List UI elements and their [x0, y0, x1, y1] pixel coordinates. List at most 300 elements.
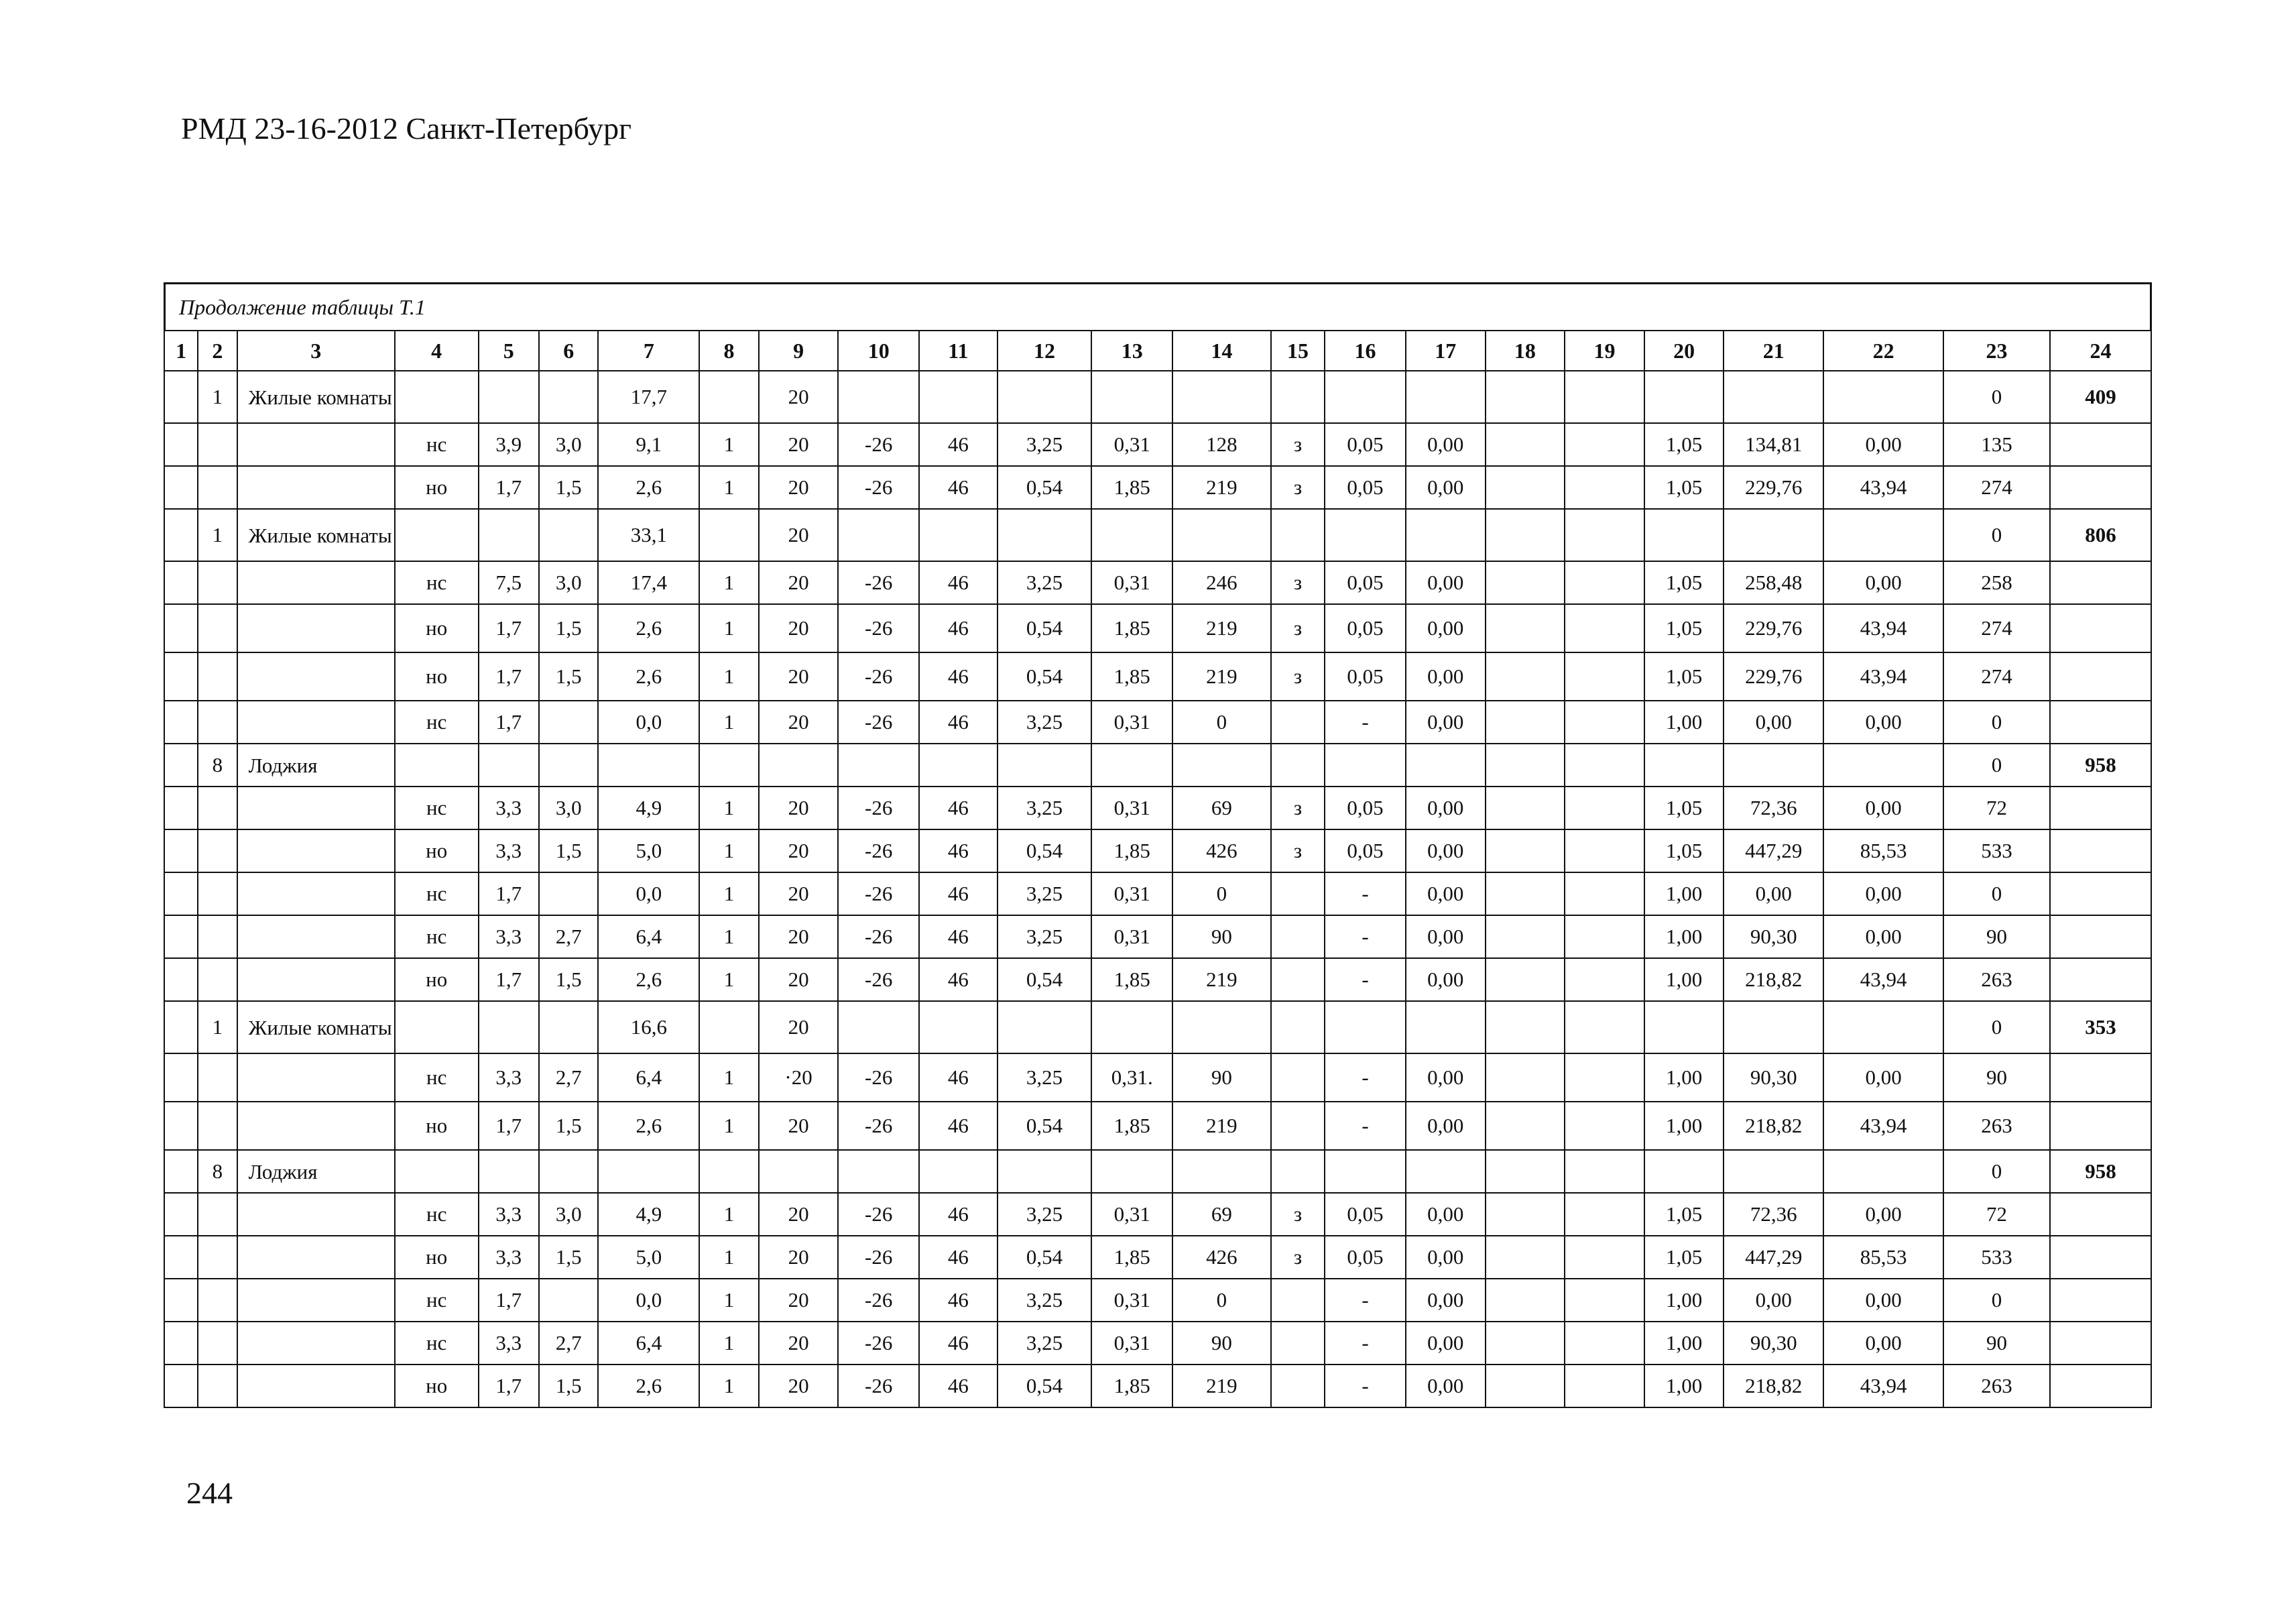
table-header-row: [164, 331, 2151, 371]
table-cell: 134,81: [1724, 423, 1823, 466]
table-cell: -26: [838, 466, 919, 509]
table-cell: 3,25: [998, 423, 1092, 466]
table-cell: [164, 652, 198, 701]
table-cell: [1486, 371, 1565, 423]
table-cell: 2,6: [598, 604, 699, 652]
table-cell: [1565, 1193, 1644, 1236]
table-cell: [759, 744, 839, 787]
table-row: [164, 829, 2151, 872]
table-cell: 1,5: [539, 466, 598, 509]
table-cell: 0,05: [1325, 466, 1406, 509]
table-cell: [539, 1279, 598, 1322]
table-cell: 1,7: [479, 872, 539, 915]
table-cell: [237, 787, 395, 829]
table-cell: 3,9: [479, 423, 539, 466]
table-cell: [1565, 466, 1644, 509]
table-cell: 0: [1172, 1279, 1271, 1322]
table-cell: 20: [759, 1322, 839, 1365]
table-cell: 1,5: [539, 604, 598, 652]
table-cell: 1: [699, 1193, 758, 1236]
table-cell: 2,6: [598, 466, 699, 509]
column-header-16: 16: [1325, 331, 1406, 371]
table-cell: 0: [1943, 701, 2050, 744]
table-cell: [598, 1150, 699, 1193]
table-cell: 258: [1943, 561, 2050, 604]
table-cell: [237, 872, 395, 915]
table-cell: 0,54: [998, 466, 1092, 509]
table-cell: [539, 701, 598, 744]
table-cell: 3,3: [479, 915, 539, 958]
table-cell: 1,05: [1644, 652, 1724, 701]
table-cell: нс: [395, 1322, 479, 1365]
table-cell: [164, 1193, 198, 1236]
table-cell: 1,05: [1644, 604, 1724, 652]
table-cell: 1: [699, 958, 758, 1001]
table-cell: -26: [838, 1102, 919, 1150]
table-cell: [198, 604, 237, 652]
table-cell: -26: [838, 1193, 919, 1236]
table-cell: 258,48: [1724, 561, 1823, 604]
table-cell: [838, 744, 919, 787]
table-cell: [2050, 1053, 2151, 1102]
table-cell: 1,7: [479, 466, 539, 509]
table-cell: 46: [919, 1053, 998, 1102]
column-header-10: 10: [838, 331, 919, 371]
table-cell: [198, 701, 237, 744]
table-cell: 0,00: [1406, 701, 1486, 744]
table-cell: 20: [759, 1001, 839, 1053]
table-cell: [539, 1150, 598, 1193]
table-cell: 4,9: [598, 1193, 699, 1236]
table-cell: [1565, 561, 1644, 604]
table-cell: 1,00: [1644, 872, 1724, 915]
table-cell: [1486, 1365, 1565, 1407]
table-cell: 3,3: [479, 1053, 539, 1102]
table-cell: 1: [699, 1102, 758, 1150]
table-cell: [1271, 872, 1325, 915]
table-cell: 2,6: [598, 1102, 699, 1150]
table-cell: 0,00: [1406, 829, 1486, 872]
table-cell: 263: [1943, 1102, 2050, 1150]
table-cell: 0,05: [1325, 1193, 1406, 1236]
table-cell: 90: [1943, 1322, 2050, 1365]
table-cell: [919, 1150, 998, 1193]
table-cell: 1,00: [1644, 1365, 1724, 1407]
table-cell: но: [395, 829, 479, 872]
table-cell: 958: [2050, 1150, 2151, 1193]
table-cell: 1,00: [1644, 1279, 1724, 1322]
table-cell: [1271, 1365, 1325, 1407]
table-cell: 0,00: [1406, 1102, 1486, 1150]
table-cell: 0,00: [1823, 1053, 1943, 1102]
table-cell: 0,0: [598, 872, 699, 915]
table-cell: 20: [759, 872, 839, 915]
table-cell: 274: [1943, 652, 2050, 701]
table-cell: 3,25: [998, 787, 1092, 829]
table-cell: 0: [1172, 701, 1271, 744]
table-cell: 20: [759, 604, 839, 652]
column-header-8: 8: [699, 331, 758, 371]
table-cell: 46: [919, 652, 998, 701]
table-cell: [395, 1150, 479, 1193]
table-cell: [539, 509, 598, 561]
table-cell: [838, 1150, 919, 1193]
table-cell: 2,7: [539, 1053, 598, 1102]
table-cell: 128: [1172, 423, 1271, 466]
table-cell: [1271, 1279, 1325, 1322]
table-cell: 1,85: [1091, 1102, 1172, 1150]
table-cell: 46: [919, 1102, 998, 1150]
table-group-row: [164, 1150, 2151, 1193]
table-cell: [164, 701, 198, 744]
table-cell: [1486, 1053, 1565, 1102]
table-row: [164, 423, 2151, 466]
table-cell: [1325, 509, 1406, 561]
table-cell: [1565, 1150, 1644, 1193]
table-cell: [998, 509, 1092, 561]
table-cell: 1: [699, 872, 758, 915]
table-cell: -26: [838, 787, 919, 829]
column-header-17: 17: [1406, 331, 1486, 371]
table-row: [164, 604, 2151, 652]
table-cell: 46: [919, 915, 998, 958]
table-cell: [1565, 872, 1644, 915]
table-cell: з: [1271, 787, 1325, 829]
table-cell: 0,05: [1325, 829, 1406, 872]
table-cell: 219: [1172, 958, 1271, 1001]
table-cell: 0: [1943, 1279, 2050, 1322]
table-cell: [198, 829, 237, 872]
table-cell: 20: [759, 1365, 839, 1407]
table-cell: [198, 561, 237, 604]
table-cell: [198, 652, 237, 701]
table-cell: [1486, 829, 1565, 872]
table-cell: [1271, 958, 1325, 1001]
table-cell: но: [395, 1365, 479, 1407]
table-cell: 219: [1172, 1102, 1271, 1150]
table-cell: нс: [395, 561, 479, 604]
table-cell: но: [395, 958, 479, 1001]
table-row: [164, 466, 2151, 509]
table-cell: 0,31: [1091, 1193, 1172, 1236]
table-cell: [1486, 958, 1565, 1001]
table-cell: [237, 1193, 395, 1236]
table-cell: [1091, 509, 1172, 561]
table-group-row: [164, 1001, 2151, 1053]
table-group-row: [164, 509, 2151, 561]
table-cell: 0,00: [1823, 872, 1943, 915]
table-cell: [164, 423, 198, 466]
table-cell: [1565, 958, 1644, 1001]
table-cell: но: [395, 652, 479, 701]
table-cell: 72,36: [1724, 1193, 1823, 1236]
table-cell: [164, 1001, 198, 1053]
table-cell: -: [1325, 1053, 1406, 1102]
table-cell: [164, 1102, 198, 1150]
table-cell: 2,7: [539, 1322, 598, 1365]
table-cell: [1724, 509, 1823, 561]
table-cell: 4,9: [598, 787, 699, 829]
table-cell: -: [1325, 915, 1406, 958]
table-cell: 1,00: [1644, 1102, 1724, 1150]
table-row: [164, 652, 2151, 701]
table-cell: 0,05: [1325, 423, 1406, 466]
table-cell: [2050, 1236, 2151, 1279]
table-cell: [164, 1053, 198, 1102]
table-cell: 0: [1172, 872, 1271, 915]
table-cell: [2050, 1102, 2151, 1150]
table-cell: [1406, 371, 1486, 423]
table-cell: 33,1: [598, 509, 699, 561]
table-cell: [1172, 1001, 1271, 1053]
table-cell: 0,54: [998, 652, 1092, 701]
column-header-6: 6: [539, 331, 598, 371]
table-cell: 46: [919, 1365, 998, 1407]
table-cell: 0,31: [1091, 561, 1172, 604]
table-cell: 1: [699, 1322, 758, 1365]
table-cell: но: [395, 1236, 479, 1279]
table-cell: 0,31: [1091, 423, 1172, 466]
table-cell: 3,3: [479, 787, 539, 829]
table-cell: [1644, 1150, 1724, 1193]
table-cell: 3,25: [998, 872, 1092, 915]
table-cell: 958: [2050, 744, 2151, 787]
table-cell: [2050, 561, 2151, 604]
table-cell: [1724, 744, 1823, 787]
table-cell: [1271, 509, 1325, 561]
table-cell: [164, 1322, 198, 1365]
table-cell: [1565, 1322, 1644, 1365]
table-cell: [2050, 787, 2151, 829]
table-cell: 263: [1943, 958, 2050, 1001]
table-cell: [1486, 872, 1565, 915]
table-cell: [237, 1102, 395, 1150]
table-cell: 1,7: [479, 652, 539, 701]
table-cell: [164, 509, 198, 561]
table-cell: [2050, 872, 2151, 915]
table-cell: [1271, 1053, 1325, 1102]
table-cell: 0,00: [1823, 423, 1943, 466]
table-cell: [1565, 829, 1644, 872]
table-cell: [919, 509, 998, 561]
table-cell: 0: [1943, 744, 2050, 787]
table-cell: 46: [919, 1322, 998, 1365]
table-cell: 1,5: [539, 1365, 598, 1407]
table-cell: 43,94: [1823, 1365, 1943, 1407]
table-cell: 0,00: [1823, 787, 1943, 829]
table-cell: [164, 371, 198, 423]
table-cell: 1,85: [1091, 958, 1172, 1001]
table-row: [164, 561, 2151, 604]
table-cell: 3,25: [998, 1279, 1092, 1322]
table-cell: -26: [838, 1365, 919, 1407]
table-cell: 0,00: [1406, 604, 1486, 652]
table-cell: [237, 652, 395, 701]
table-cell: 20: [759, 1102, 839, 1150]
table-cell: [1406, 1001, 1486, 1053]
table-cell: 1: [699, 701, 758, 744]
table-cell: [998, 744, 1092, 787]
table-cell: 46: [919, 1236, 998, 1279]
table-cell: [1823, 509, 1943, 561]
table-cell: 1: [699, 1279, 758, 1322]
table-cell: [479, 744, 539, 787]
table-cell: [164, 829, 198, 872]
table-cell: 1,85: [1091, 829, 1172, 872]
table-cell: [198, 423, 237, 466]
table-cell: [759, 1150, 839, 1193]
table-cell: [1486, 1150, 1565, 1193]
table-cell: 85,53: [1823, 829, 1943, 872]
table-cell: нс: [395, 701, 479, 744]
table-cell: 20: [759, 371, 839, 423]
table-cell: 246: [1172, 561, 1271, 604]
table-cell: 426: [1172, 829, 1271, 872]
table-cell: [1406, 744, 1486, 787]
table-cell: -: [1325, 958, 1406, 1001]
table-cell: [164, 1236, 198, 1279]
table-cell: 20: [759, 1193, 839, 1236]
table-cell: з: [1271, 604, 1325, 652]
table-cell: [699, 1001, 758, 1053]
table-row: [164, 1102, 2151, 1150]
table-cell: 90: [1943, 915, 2050, 958]
table-cell: 3,25: [998, 1053, 1092, 1102]
table-cell: 5,0: [598, 1236, 699, 1279]
table-cell: 0,00: [1823, 915, 1943, 958]
table-cell: 0,00: [1823, 701, 1943, 744]
table-cell: [2050, 652, 2151, 701]
table-cell: [2050, 604, 2151, 652]
table-cell: 3,3: [479, 829, 539, 872]
table-cell: [1565, 1365, 1644, 1407]
table-cell: [198, 1193, 237, 1236]
table-cell: [237, 604, 395, 652]
table-cell: -26: [838, 701, 919, 744]
table-cell: Лоджия: [237, 744, 395, 787]
table-cell: 43,94: [1823, 1102, 1943, 1150]
table-cell: -26: [838, 561, 919, 604]
table-cell: [1271, 1322, 1325, 1365]
table-cell: нс: [395, 787, 479, 829]
table-cell: [395, 371, 479, 423]
table-cell: [164, 1365, 198, 1407]
table-cell: Жилые комнаты: [237, 1001, 395, 1053]
table-cell: [237, 1322, 395, 1365]
table-group-row: [164, 744, 2151, 787]
table-cell: 0,00: [1406, 787, 1486, 829]
table-caption: Продолжение таблицы Т.1: [164, 282, 2152, 330]
column-header-5: 5: [479, 331, 539, 371]
table-cell: 0: [1943, 509, 2050, 561]
table-cell: 0,00: [1724, 1279, 1823, 1322]
table-cell: [2050, 829, 2151, 872]
table-cell: [1724, 1001, 1823, 1053]
table-cell: [1644, 371, 1724, 423]
table-cell: 43,94: [1823, 466, 1943, 509]
table-cell: 1: [198, 1001, 237, 1053]
table-cell: 0: [1943, 1150, 2050, 1193]
table-cell: 3,0: [539, 787, 598, 829]
table-cell: 1: [699, 1365, 758, 1407]
table-cell: -26: [838, 915, 919, 958]
table-cell: 0: [1943, 872, 2050, 915]
table-cell: [1486, 1102, 1565, 1150]
table-cell: [198, 1279, 237, 1322]
table-cell: 1,05: [1644, 1193, 1724, 1236]
table-cell: [1172, 744, 1271, 787]
table-cell: -26: [838, 958, 919, 1001]
table-cell: 46: [919, 829, 998, 872]
table-cell: [1823, 371, 1943, 423]
table-cell: 274: [1943, 604, 2050, 652]
column-header-12: 12: [998, 331, 1092, 371]
table-cell: 0,31: [1091, 915, 1172, 958]
table-cell: [539, 1001, 598, 1053]
table-cell: -26: [838, 872, 919, 915]
table-cell: 1,5: [539, 1236, 598, 1279]
table-cell: [164, 744, 198, 787]
table-cell: [1406, 509, 1486, 561]
table-cell: -26: [838, 1236, 919, 1279]
table-cell: [198, 1102, 237, 1150]
table-cell: [395, 509, 479, 561]
table-cell: [1823, 744, 1943, 787]
table-row: [164, 1279, 2151, 1322]
table-cell: 69: [1172, 787, 1271, 829]
table-cell: [1091, 1150, 1172, 1193]
table-cell: [198, 915, 237, 958]
table-cell: [998, 1001, 1092, 1053]
table-cell: [1486, 1279, 1565, 1322]
table-cell: Лоджия: [237, 1150, 395, 1193]
table-cell: 20: [759, 1236, 839, 1279]
table-cell: 90,30: [1724, 1053, 1823, 1102]
table-cell: 1,00: [1644, 915, 1724, 958]
table-cell: [237, 423, 395, 466]
table-cell: 0,31: [1091, 1322, 1172, 1365]
table-cell: [539, 371, 598, 423]
table-cell: [237, 1236, 395, 1279]
table-cell: 3,25: [998, 1193, 1092, 1236]
column-header-4: 4: [395, 331, 479, 371]
table-cell: 0,54: [998, 604, 1092, 652]
table-cell: 2,6: [598, 1365, 699, 1407]
table-cell: [2050, 701, 2151, 744]
table-cell: [198, 1236, 237, 1279]
table-cell: нс: [395, 872, 479, 915]
table-cell: 6,4: [598, 1053, 699, 1102]
table-cell: нс: [395, 1053, 479, 1102]
table-cell: [237, 701, 395, 744]
table-cell: ·20: [759, 1053, 839, 1102]
table-cell: 1,5: [539, 958, 598, 1001]
table-cell: 1,85: [1091, 604, 1172, 652]
table-row: [164, 787, 2151, 829]
table-cell: [1406, 1150, 1486, 1193]
table-cell: 1,00: [1644, 958, 1724, 1001]
table-cell: 8: [198, 744, 237, 787]
table-cell: 69: [1172, 1193, 1271, 1236]
table-cell: 1,7: [479, 958, 539, 1001]
table-cell: [164, 1150, 198, 1193]
table-cell: [1565, 423, 1644, 466]
table-cell: 447,29: [1724, 1236, 1823, 1279]
table-cell: 17,4: [598, 561, 699, 604]
table-row: [164, 1322, 2151, 1365]
column-header-23: 23: [1943, 331, 2050, 371]
table-cell: 0,54: [998, 1236, 1092, 1279]
